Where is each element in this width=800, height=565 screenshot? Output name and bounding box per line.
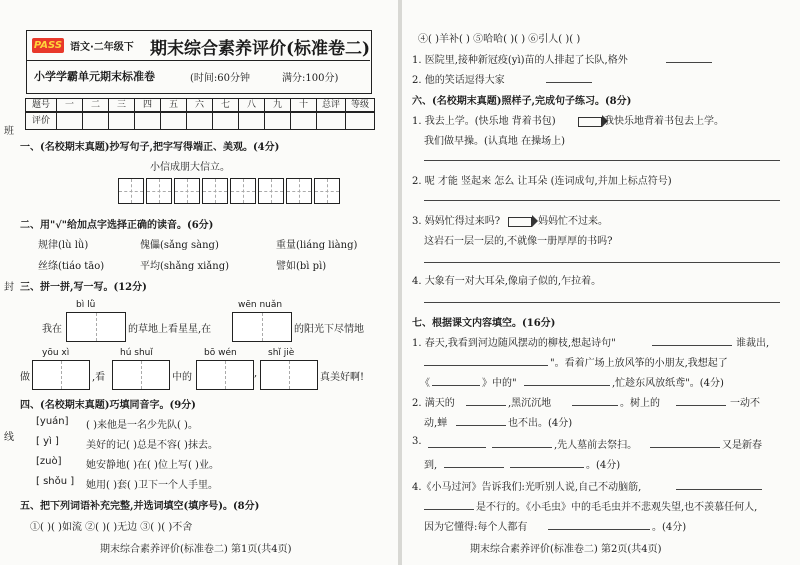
binding-label-xian: 线 <box>4 432 14 443</box>
score-cell: 总评 <box>316 98 346 112</box>
score-input-cell[interactable] <box>264 112 291 130</box>
q6-answer-line[interactable] <box>424 302 780 303</box>
q7-blank[interactable] <box>432 385 480 386</box>
subject-label: 语文·二年级下 <box>70 42 134 53</box>
q4-row[interactable]: ( )来他是一名少先队( )。 <box>86 420 198 431</box>
q7-text: 因为它懂得:每个人都有 <box>424 522 528 533</box>
q7-blank[interactable] <box>424 365 548 366</box>
q3-pinyin: wēn nuǎn <box>238 300 283 310</box>
q7-text: 1. 春天,我看到河边随风摆动的柳枝,想起诗句" <box>412 338 616 349</box>
q1-title: 一、(名校期末真题)抄写句子,把字写得端正、美观。(4分) <box>20 142 280 153</box>
q6-e1b: 我快乐地背着书包去上学。 <box>604 116 724 127</box>
q3-text: ,看 <box>92 372 106 383</box>
q6-e3b: 妈妈忙不过来。 <box>538 216 608 227</box>
q7-text: 又是新春 <box>722 440 762 451</box>
r-l2-blank[interactable] <box>546 82 592 83</box>
q7-blank[interactable] <box>676 405 726 406</box>
q4-row[interactable]: 她用( )套( )卫下一个人手里。 <box>86 480 218 491</box>
q3-answer-box[interactable] <box>66 312 126 342</box>
q4-row[interactable]: 她安静地( )在( )位上写( )业。 <box>86 460 219 471</box>
score-cell: 十 <box>290 98 317 112</box>
q7-blank[interactable] <box>492 447 552 448</box>
q3-answer-box[interactable] <box>32 360 90 390</box>
r-l1: 1. 医院里,接种新冠疫(yì)苗的人排起了长队,格外 <box>412 55 628 66</box>
score-cell: 四 <box>134 98 161 112</box>
score-input-cell[interactable] <box>134 112 161 130</box>
q7-blank[interactable] <box>466 405 506 406</box>
score-input-cell[interactable] <box>345 112 375 130</box>
q7-text: 3. <box>412 436 422 447</box>
score-cell: 七 <box>212 98 239 112</box>
score-label: 满分:100分) <box>282 73 339 84</box>
q7-text: ,先人墓前去祭扫。 <box>554 440 638 451</box>
r-top-line[interactable]: ④( )羊补( ) ⑤哈哈( )( ) ⑥引人( )( ) <box>418 34 581 45</box>
q5-line[interactable]: ①( )( )如流 ②( )( )无边 ③( )( )不舍 <box>30 522 193 533</box>
q2-item[interactable]: 譬如(bì pì) <box>276 261 327 272</box>
q7-blank[interactable] <box>456 425 506 426</box>
q3-text: 中的 <box>172 372 192 383</box>
q4-pinyin: [zuò] <box>36 456 62 467</box>
q4-pinyin: [ yì ] <box>36 436 59 447</box>
binding-label-feng: 封 <box>4 282 14 293</box>
q6-e3: 3. 妈妈忙得过来吗? <box>412 216 501 227</box>
q7-text: "。看着广场上放风筝的小朋友,我想起了 <box>550 358 728 369</box>
q2-item[interactable]: 规律(lù lǜ) <box>38 240 89 251</box>
q7-blank[interactable] <box>444 467 504 468</box>
series-label: 小学学霸单元期末标准卷 <box>34 70 155 83</box>
q2-item[interactable]: 丝绦(tiáo tāo) <box>38 261 105 272</box>
q7-text: 动,蝉 <box>424 418 448 429</box>
score-cell: 五 <box>160 98 187 112</box>
q7-text: 《 <box>420 378 430 389</box>
q6-answer-line[interactable] <box>424 262 780 263</box>
q7-blank[interactable] <box>652 345 732 346</box>
score-cell: 三 <box>108 98 135 112</box>
q7-blank[interactable] <box>572 405 618 406</box>
r-l1-blank[interactable] <box>666 62 712 63</box>
time-label: (时间:60分钟 <box>190 73 250 84</box>
q7-blank[interactable] <box>548 529 650 530</box>
score-cell: 九 <box>264 98 291 112</box>
q3-text: , <box>254 368 258 379</box>
q3-text: 做 <box>20 372 30 383</box>
q3-pinyin: hú shuǐ <box>120 348 153 358</box>
q5-title: 五、把下列词语补充完整,并选词填空(填序号)。(8分) <box>20 501 260 512</box>
q3-text: 我在 <box>42 324 62 335</box>
score-cell: 六 <box>186 98 213 112</box>
q7-title: 七、根据课文内容填空。(16分) <box>412 318 556 329</box>
q7-text: 到, <box>424 460 438 471</box>
q7-blank[interactable] <box>510 467 584 468</box>
q3-pinyin: bō wén <box>204 348 237 358</box>
q2-item[interactable]: 平均(shǎng xiǎng) <box>140 261 229 272</box>
q6-e1c: 我们做早操。(认真地 在操场上) <box>424 136 565 147</box>
q3-pinyin: yōu xì <box>42 348 70 358</box>
q3-text: 的阳光下尽情地 <box>294 324 364 335</box>
q6-title: 六、(名校期末真题)照样子,完成句子练习。(8分) <box>412 96 632 107</box>
score-input-cell[interactable] <box>160 112 187 130</box>
q7-blank[interactable] <box>424 509 474 510</box>
binding-label-ban: 班 <box>4 126 14 137</box>
r-l2: 2. 他的笑话逗得大家 <box>412 75 505 86</box>
q2-title: 二、用"√"给加点字选择正确的读音。(6分) <box>20 220 214 231</box>
q4-title: 四、(名校期末真题)巧填同音字。(9分) <box>20 400 196 411</box>
score-input-cell[interactable] <box>186 112 213 130</box>
page-title: 期末综合素养评价(标准卷二) <box>150 39 371 59</box>
q6-e3c: 这岩石一层一层的,不就像一册厚厚的书吗? <box>424 236 613 247</box>
q7-text: 4.《小马过河》告诉我们:光听别人说,自己不动脑筋, <box>412 482 642 493</box>
q7-text: 。树上的 <box>620 398 660 409</box>
left-footer: 期末综合素养评价(标准卷二) 第1页(共4页) <box>100 544 292 555</box>
q6-e1: 1. 我去上学。(快乐地 背着书包) <box>412 116 556 127</box>
score-input-cell[interactable] <box>316 112 346 130</box>
q3-pinyin: shǐ jiè <box>268 348 295 358</box>
q3-title: 三、拼一拼,写一写。(12分) <box>20 282 147 293</box>
q6-e4: 4. 大象有一对大耳朵,像扇子似的,乍拉着。 <box>412 276 602 287</box>
q2-item[interactable]: 傀儡(sǎng sàng) <box>140 240 219 251</box>
q7-text: ,忙趁东风放纸鸢"。(4分) <box>612 378 724 389</box>
q6-answer-line[interactable] <box>424 200 780 201</box>
q3-answer-box[interactable] <box>112 360 170 390</box>
score-table-header <box>26 98 375 112</box>
score-input-cell[interactable] <box>108 112 135 130</box>
q6-e2: 2. 呢 才能 竖起来 怎么 让耳朵 (连词成句,并加上标点符号) <box>412 176 672 187</box>
q4-pinyin: [ shǒu ] <box>36 476 75 487</box>
score-cell: 二 <box>82 98 109 112</box>
q3-pinyin: bì lǜ <box>76 300 96 310</box>
score-cell: 评价 <box>25 112 57 130</box>
q3-text: 真美好啊! <box>320 372 365 383</box>
q7-text: 也不出。(4分) <box>508 418 573 429</box>
pass-logo: PASS <box>33 40 63 51</box>
q1-sentence: 小信成朋大信立。 <box>150 162 230 173</box>
score-cell: 八 <box>238 98 265 112</box>
score-table-row <box>26 112 375 130</box>
score-cell: 题号 <box>25 98 57 112</box>
q7-text: 一动不 <box>730 398 760 409</box>
right-arrow-icon <box>506 211 534 230</box>
q7-blank[interactable] <box>650 447 720 448</box>
q2-item[interactable]: 重量(liáng liàng) <box>276 240 358 251</box>
q3-answer-box[interactable] <box>196 360 254 390</box>
q7-text: 谁裁出, <box>736 338 770 349</box>
q3-text: 的草地上看星星,在 <box>128 324 212 335</box>
score-input-cell[interactable] <box>238 112 265 130</box>
score-input-cell[interactable] <box>212 112 239 130</box>
q7-text: 。(4分) <box>586 460 621 471</box>
score-cell: 一 <box>56 98 83 112</box>
score-cell: 等级 <box>345 98 375 112</box>
q7-text: 》中的" <box>482 378 517 389</box>
right-arrow-icon <box>576 111 604 130</box>
header-divider <box>26 60 370 61</box>
q4-pinyin: [yuán] <box>36 416 69 427</box>
q3-answer-box[interactable] <box>232 312 292 342</box>
q7-text: ,黑沉沉地 <box>508 398 552 409</box>
score-input-cell[interactable] <box>56 112 83 130</box>
score-input-cell[interactable] <box>290 112 317 130</box>
q3-answer-box[interactable] <box>260 360 318 390</box>
q4-row[interactable]: 美好的记( )总是不容( )抹去。 <box>86 440 218 451</box>
q7-blank[interactable] <box>428 447 486 448</box>
q7-text: 2. 满天的 <box>412 398 455 409</box>
q7-blank[interactable] <box>524 385 610 386</box>
q7-text: 是不行的。《小毛虫》中的毛毛虫并不悲观失望,也不羡慕任何人, <box>476 502 758 513</box>
q7-blank[interactable] <box>676 489 762 490</box>
page-fold <box>398 0 402 565</box>
score-input-cell[interactable] <box>82 112 109 130</box>
right-footer: 期末综合素养评价(标准卷二) 第2页(共4页) <box>470 544 662 555</box>
q7-text: 。(4分) <box>652 522 687 533</box>
q6-answer-line[interactable] <box>424 160 780 161</box>
